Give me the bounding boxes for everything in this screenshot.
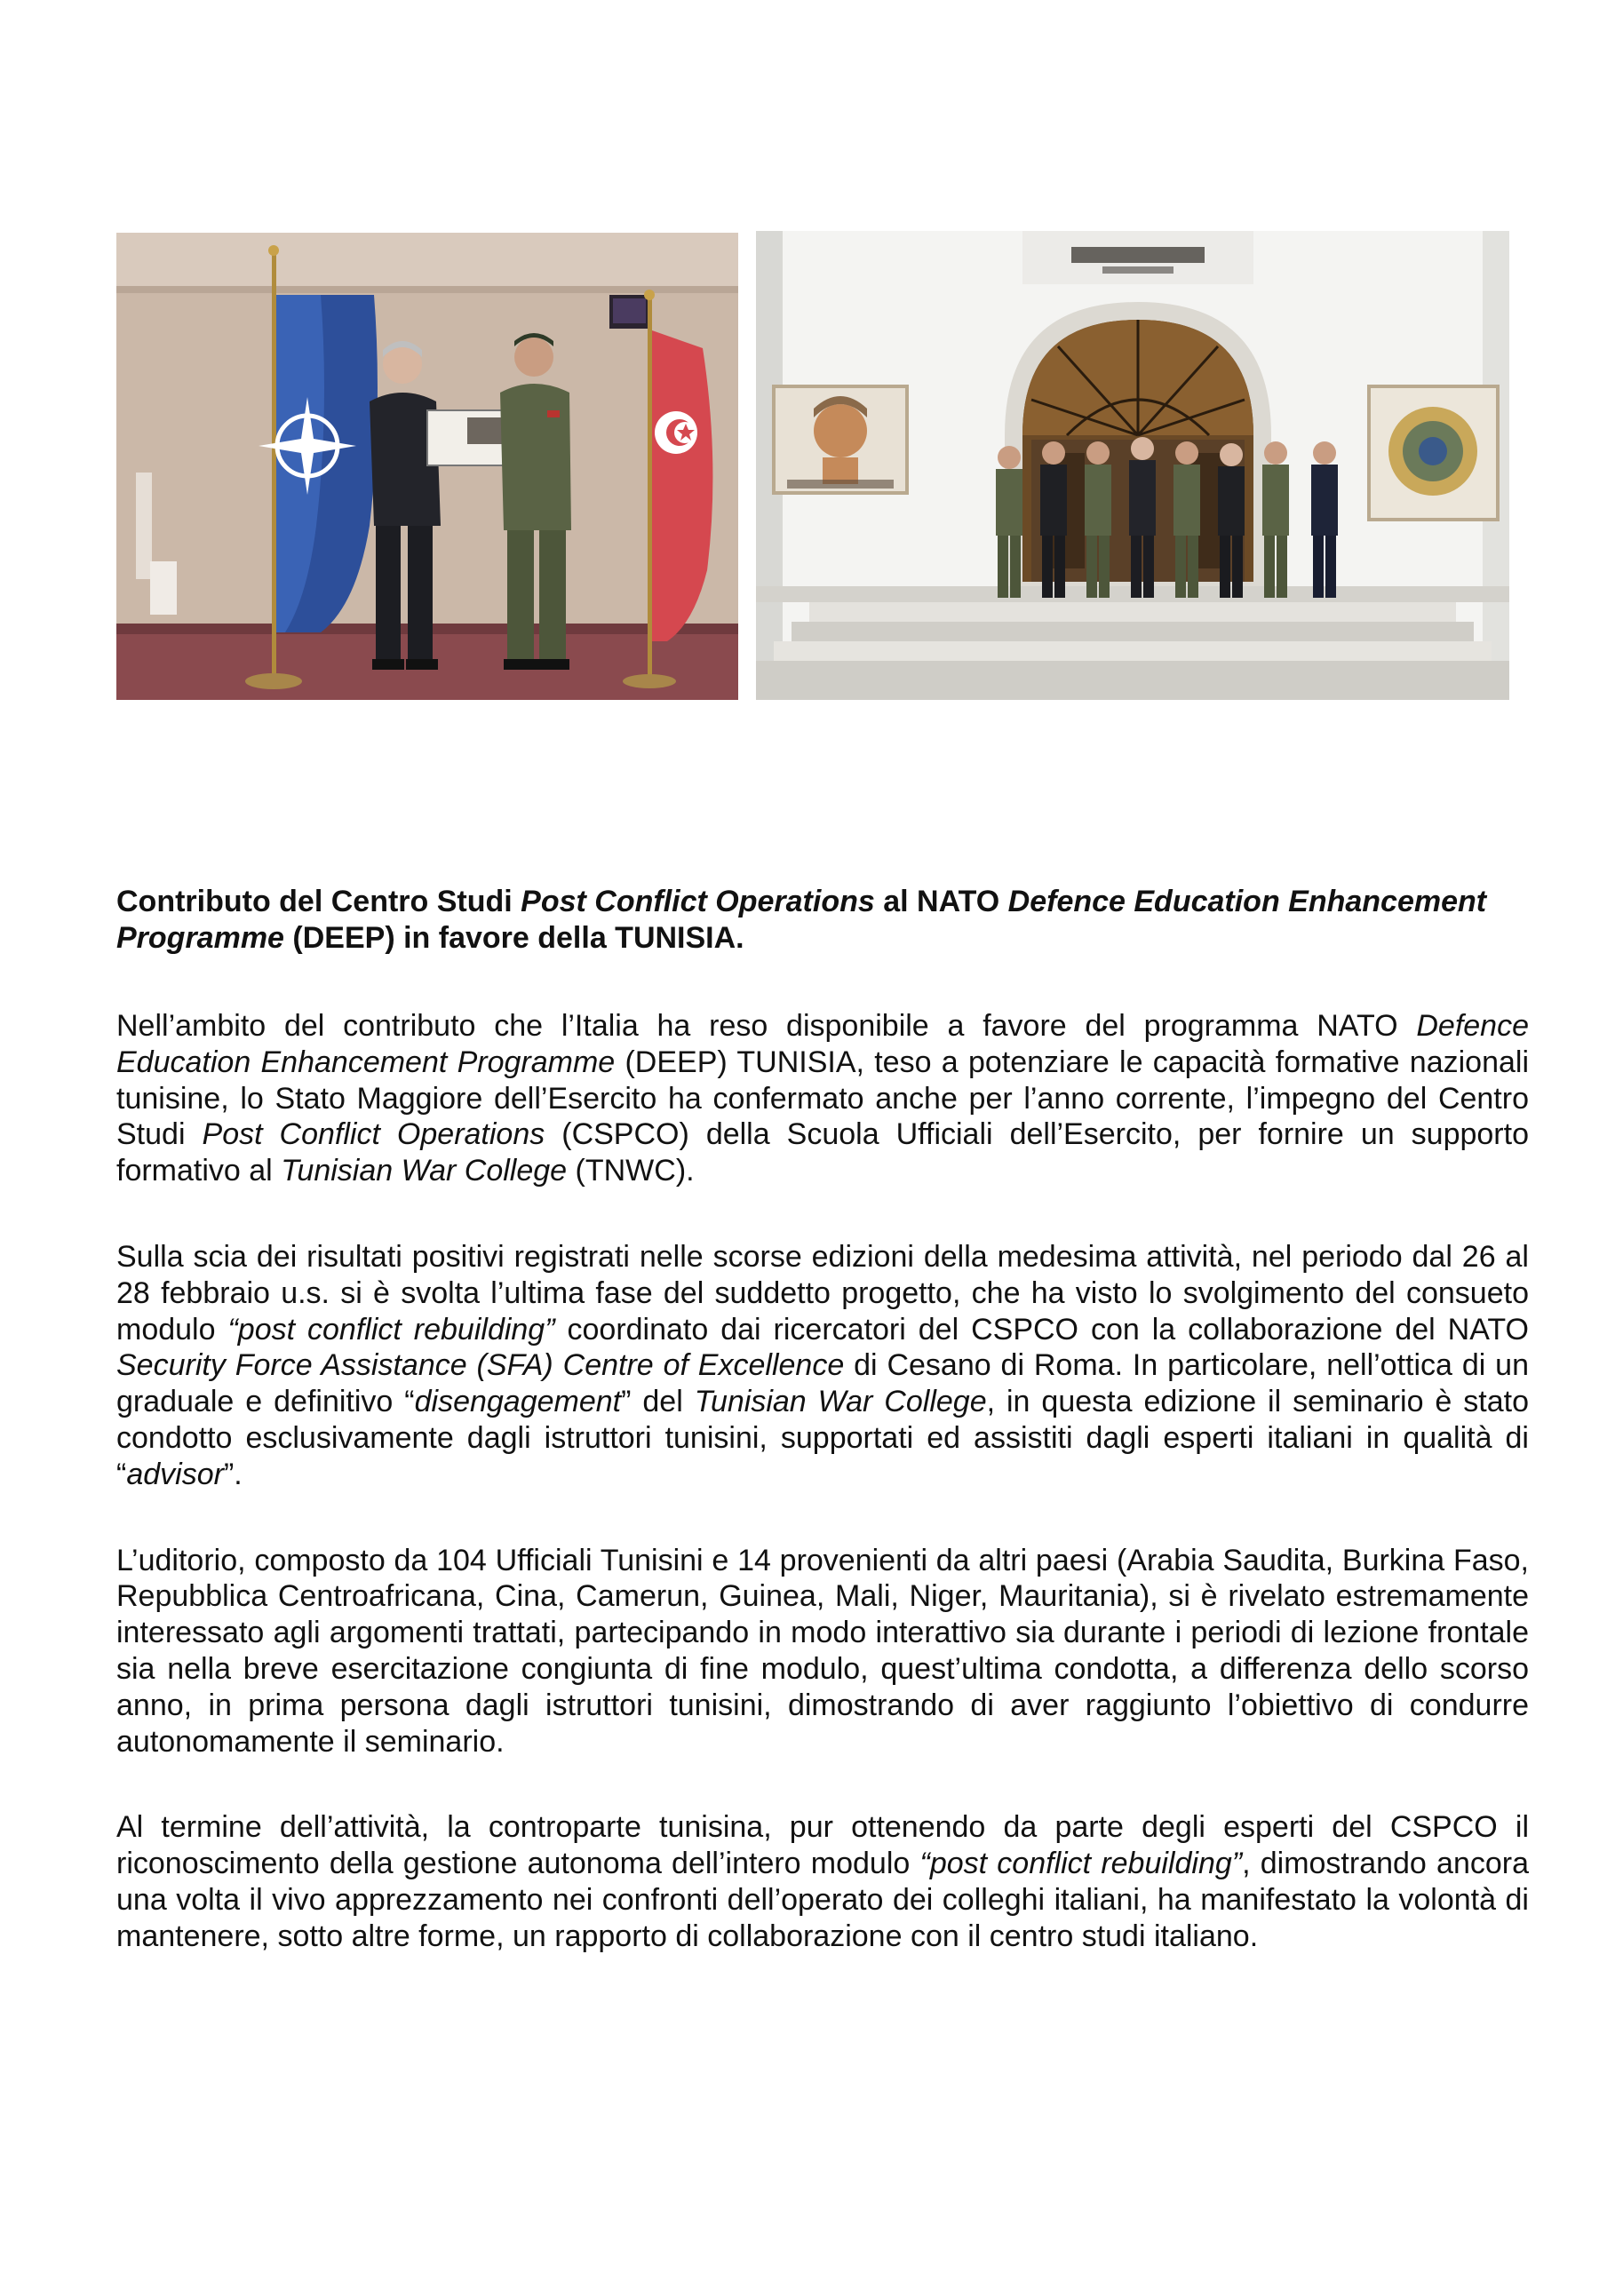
- article-title: Contributo del Centro Studi Post Conflict Operations al NATO Defence Education Enhancement Programme (DEEP) in favore della TUNISIA.: [116, 885, 1487, 955]
- paragraph-3: L’uditorio, composto da 104 Ufficiali Tunisini e 14 provenienti da altri paesi (Arabia Saudita, Burkina Faso, Repubblica Centroafricana, Cina, Camerun, Guinea, Mali, Niger, Mauritania), si è rivelato estremamente interessato agli argomenti trattati, partecipando in modo interattivo sia durante i periodi di lezione frontale sia nella breve esercitazione congiunta di fine modulo, quest’ultima condotta, a differenza dello scorso anno, in prima persona dagli istruttori tunisini, dimostrando di aver raggiunto l’obiettivo di condurre autonomamente il seminario.: [116, 1543, 1529, 1759]
- article: [116, 884, 1529, 2005]
- photo-ceremony: [116, 233, 738, 700]
- paragraph-2: Sulla scia dei risultati positivi registrati nelle scorse edizioni della medesima attività, nel periodo dal 26 al 28 febbraio u.s. si è svolta l’ultima fase del suddetto progetto, che ha visto lo svolgimento del consueto modulo “post conflict rebuilding” coordinato dai ricercatori del CSPCO con la collaborazione del NATO Security Force Assistance (SFA) Centre of Excellence di Cesano di Roma. In particolare, nell’ottica di un graduale e definitivo “disengagement” del Tunisian War College, in questa edizione il seminario è stato condotto esclusivamente dagli istruttori tunisini, supportati ed assistiti dagli esperti italiani in qualità di “advisor”.: [116, 1239, 1530, 1491]
- paragraph-4: Al termine dell’attività, la controparte tunisina, pur ottenendo da parte degli esperti del CSPCO il riconoscimento della gestione autonoma dell’intero modulo “post conflict rebuilding”, dimostrando ancora una volta il vivo apprezzamento nei confronti dell’operato dei colleghi italiani, ha manifestato la volontà di mantenere, sotto altre forme, un rapporto di collaborazione con il centro studi italiano.: [116, 1810, 1530, 1953]
- paragraph-1: Nell’ambito del contributo che l’Italia ha reso disponibile a favore del programma NATO Defence Education Enhancement Programme (DEEP) TUNISIA, teso a potenziare le capacità formative nazionali tunisine, lo Stato Maggiore dell’Esercito ha confermato anche per l’anno corrente, l’impegno del Centro Studi Post Conflict Operations (CSPCO) della Scuola Ufficiali dell’Esercito, per fornire un supporto formativo al Tunisian War College (TNWC).: [116, 1009, 1530, 1188]
- photo-group: [756, 231, 1509, 700]
